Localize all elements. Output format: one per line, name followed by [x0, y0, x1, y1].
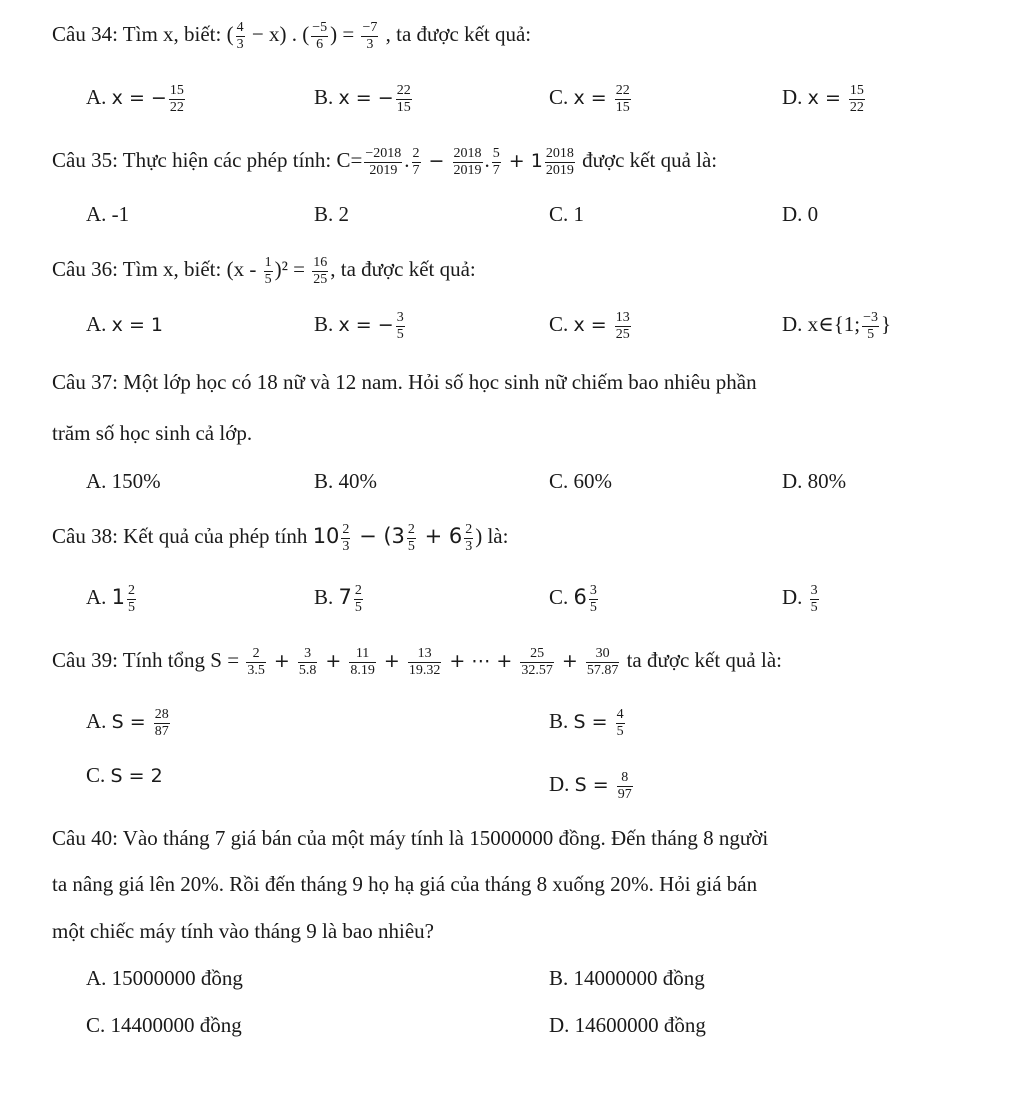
q34-option-d[interactable]: D. x = $\frac{15}{22}$	[782, 82, 864, 115]
q35-option-b[interactable]: B. 2	[314, 202, 350, 226]
q39-option-b[interactable]: B. S = $\frac{4}{5}$	[549, 706, 624, 739]
q34-option-c[interactable]: C. x = $\frac{22}{15}$	[549, 82, 630, 115]
q38-option-c[interactable]: C. 6 $\frac{3}{5}$	[549, 582, 597, 615]
q34-option-b[interactable]: B. x = − $\frac{22}{15}$	[314, 82, 411, 115]
question-37-line-1: Câu 37: Một lớp học có 18 nữ và 12 nam. Hỏi số học sinh nữ chiếm bao nhiêu phần	[52, 370, 757, 394]
q40-option-d[interactable]: D. 14600000 đồng	[549, 1013, 706, 1037]
q38-option-a[interactable]: A. 1 $\frac{2}{5}$	[86, 582, 136, 615]
question-38: Câu 38: Kết quả của phép tính 10 $\frac{2}{3}$ − (3 $\frac{2}{5}$ + 6 $\frac{2}{3}$ ) là:	[52, 521, 509, 554]
question-40-line-2: ta nâng giá lên 20%. Rồi đến tháng 9 họ hạ giá của tháng 8 xuống 20%. Hỏi giá bán	[52, 872, 758, 896]
q37-option-c[interactable]: C. 60%	[549, 469, 612, 493]
question-37-line-2: trăm số học sinh cả lớp.	[52, 421, 253, 445]
question-39: Câu 39: Tính tổng S = $\frac{2}{3.5}$ + $\frac{3}{5.8}$ + $\frac{11}{8.19}$ + $\frac{13}{19.32}$ + ⋯ + $\frac{25}{32.57}$ + $\frac{30}{57.87}$ ta được kết quả là:	[52, 645, 782, 678]
q36-option-a[interactable]: A. x = 1	[86, 312, 164, 336]
q35-option-c[interactable]: C. 1	[549, 202, 585, 226]
q37-option-b[interactable]: B. 40%	[314, 469, 377, 493]
q39-option-a[interactable]: A. S = $\frac{28}{87}$	[86, 706, 169, 739]
q34-option-a[interactable]: A. x = − $\frac{15}{22}$	[86, 82, 184, 115]
q38-option-b[interactable]: B. 7 $\frac{2}{5}$	[314, 582, 362, 615]
question-40-line-3: một chiếc máy tính vào tháng 9 là bao nhiêu?	[52, 919, 434, 943]
q37-option-a[interactable]: A. 150%	[86, 469, 161, 493]
question-40-line-1: Câu 40: Vào tháng 7 giá bán của một máy tính là 15000000 đồng. Đến tháng 8 người	[52, 826, 769, 850]
question-36: Câu 36: Tìm x, biết: (x - $\frac{1}{5}$ )² = $\frac{16}{25}$ , ta được kết quả:	[52, 254, 476, 287]
q35-option-d[interactable]: D. 0	[782, 202, 819, 226]
q35-option-a[interactable]: A. -1	[86, 202, 130, 226]
fraction: $\frac{4}{3}$	[236, 19, 244, 52]
q40-option-b[interactable]: B. 14000000 đồng	[549, 966, 705, 990]
q39-option-d[interactable]: D. S = $\frac{8}{97}$	[549, 769, 632, 802]
question-34: Câu 34: Tìm x, biết: ( $\frac{4}{3}$ − x) . ( $\frac{-5}{6}$ ) = $\frac{-7}{3}$ , ta được kết quả:	[52, 19, 532, 52]
q36-option-d[interactable]: D. x∈{1; $\frac{-3}{5}$ }	[782, 309, 892, 342]
q36-option-b[interactable]: B. x = − $\frac{3}{5}$	[314, 309, 404, 342]
q40-option-c[interactable]: C. 14400000 đồng	[86, 1013, 242, 1037]
q39-option-c[interactable]: C. S = 2	[86, 763, 163, 787]
q37-option-d[interactable]: D. 80%	[782, 469, 847, 493]
question-35: Câu 35: Thực hiện các phép tính: C= $\frac{-2018}{2019}$ . $\frac{2}{7}$ − $\frac{2018}{2019}$ . $\frac{5}{7}$ + 1 $\frac{2018}{2019}$ được kết quả là:	[52, 145, 718, 178]
q40-option-a[interactable]: A. 15000000 đồng	[86, 966, 243, 990]
q38-option-d[interactable]: D. $\frac{3}{5}$	[782, 582, 818, 615]
fraction: $\frac{-5}{6}$	[312, 19, 328, 52]
q36-option-c[interactable]: C. x = $\frac{13}{25}$	[549, 309, 630, 342]
fraction: $\frac{-7}{3}$	[362, 19, 378, 52]
